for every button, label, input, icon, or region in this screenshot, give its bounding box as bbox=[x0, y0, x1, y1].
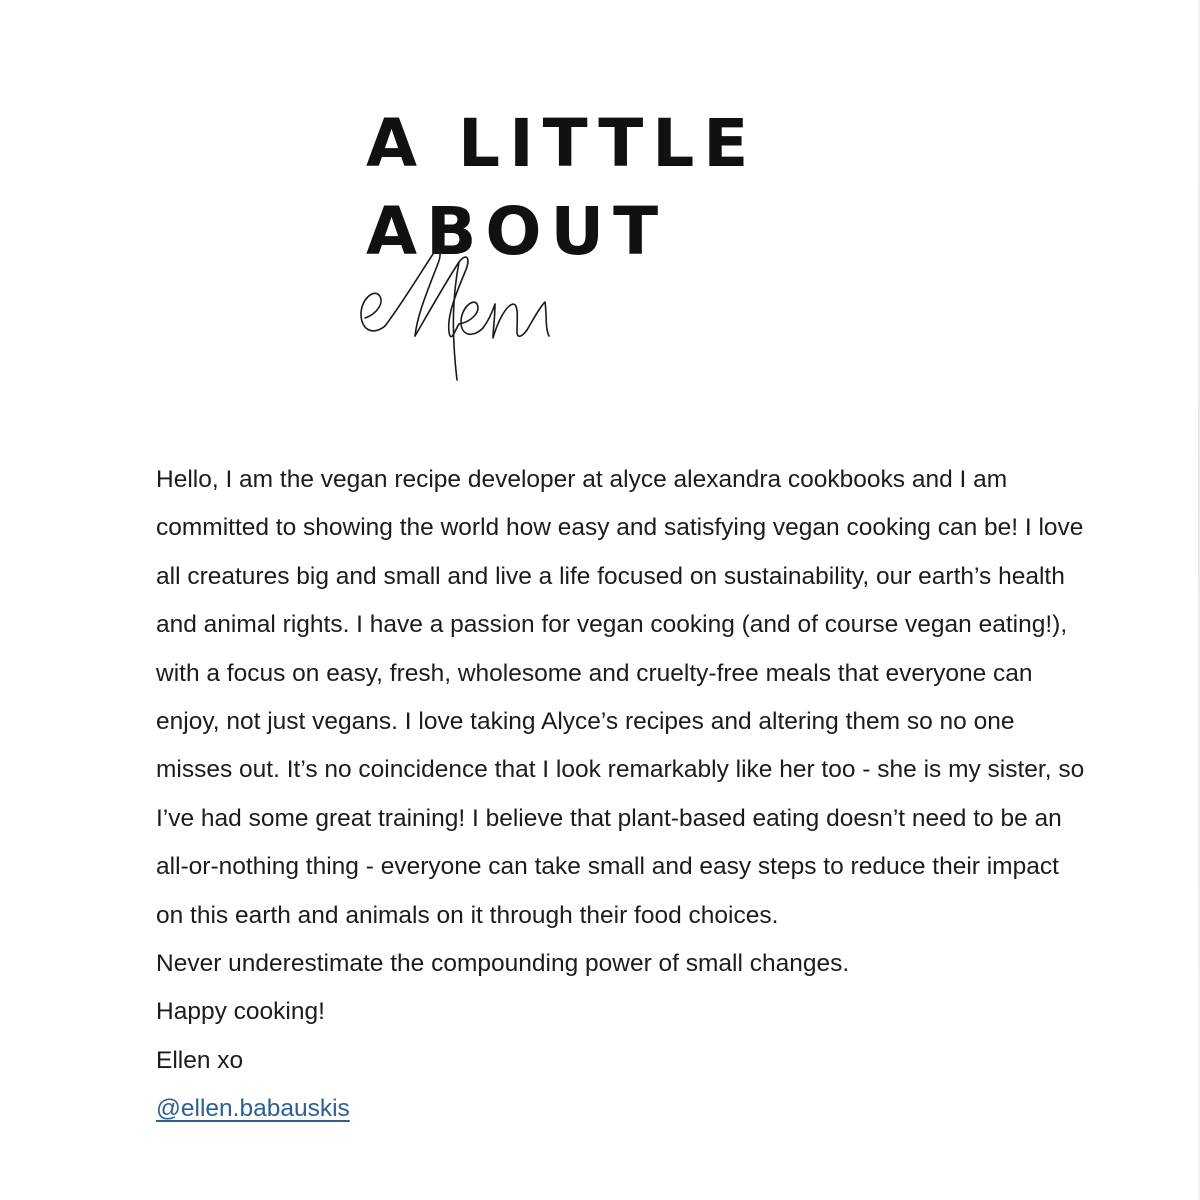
bio-paragraph: Hello, I am the vegan recipe developer at alyce alexandra cookbooks and I am committed to showing the world how easy and satisfying vegan cooking can be! I love all creatures big and small and live a life focused on sustainability, our earth’s health and animal rights. I have a passion for vegan cooking (and of course vegan eating!), with a focus on easy, fresh, wholesome and cruelty-free meals that everyone can enjoy, not just vegans. I love taking Alyce’s recipes and altering them so no one misses out. It’s no coincidence that I look remarkably like her too - she is my sister, so I’ve had some great training! I believe that plant-based eating doesn’t need to be an all-or-nothing thing - everyone can take small and easy steps to reduce their impact on this earth and animals on it through their food choices. bbox=[156, 466, 1085, 929]
bio-signoff: Ellen xo bbox=[156, 1046, 244, 1074]
title-line-2: ABOUT bbox=[366, 193, 668, 270]
ellen-script-signature bbox=[355, 232, 595, 392]
instagram-handle-link[interactable]: @ellen.babauskis bbox=[156, 1095, 350, 1123]
bio-section bbox=[156, 456, 1086, 1134]
bio-closing: Happy cooking! bbox=[156, 998, 325, 1026]
bio-quote: Never underestimate the compounding power of small changes. bbox=[156, 950, 850, 978]
title-line-1: A LITTLE bbox=[366, 105, 758, 182]
